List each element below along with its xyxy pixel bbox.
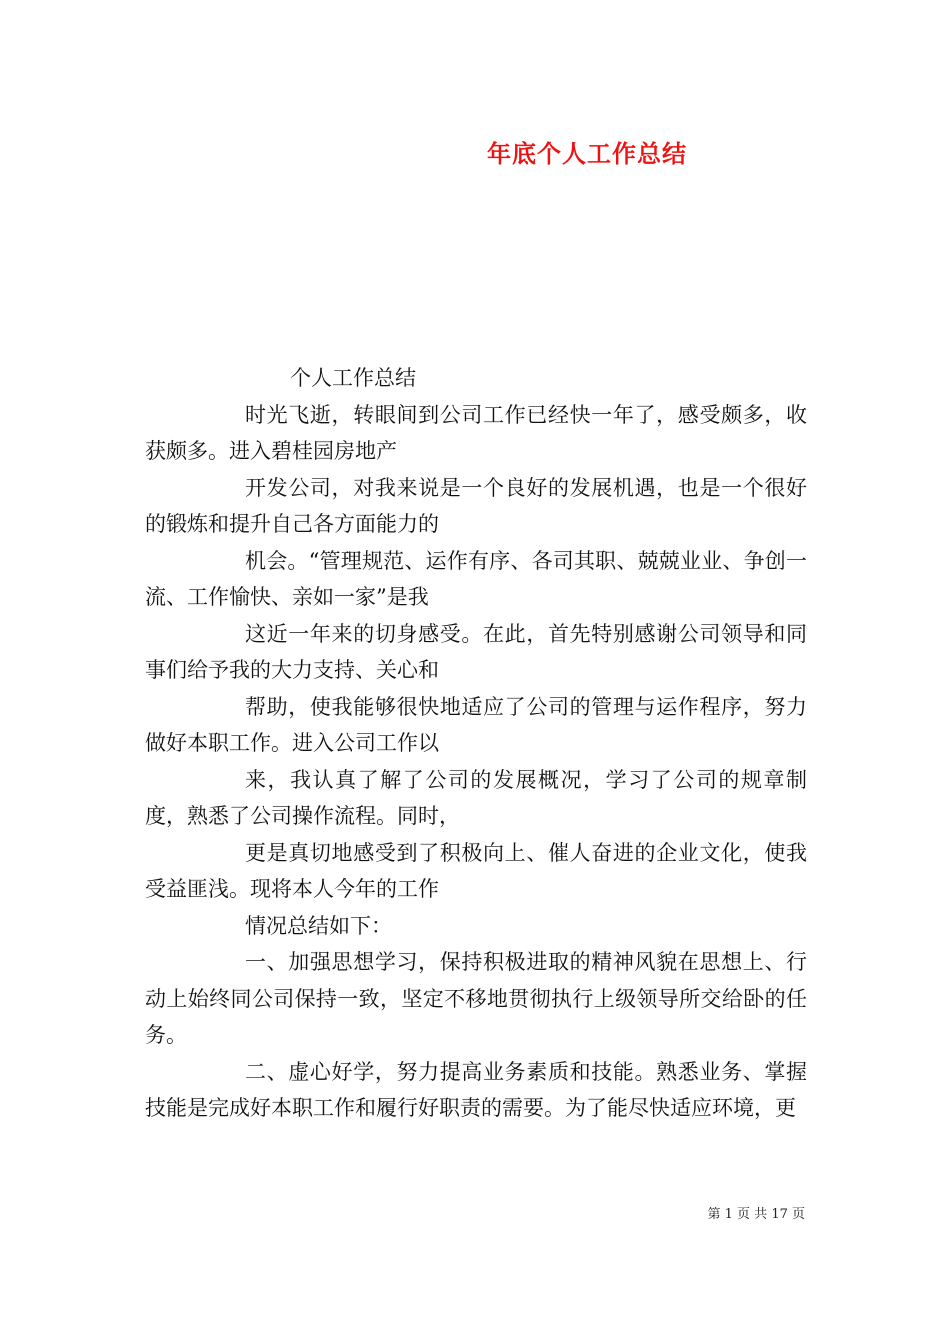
paragraph: 时光飞逝，转眼间到公司工作已经快一年了，感受颇多，收获颇多。进入碧桂园房地产	[145, 402, 807, 463]
paragraph: 二、虚心好学，努力提高业务素质和技能。熟悉业务、掌握技能是完成好本职工作和履行好职责的需要。为了能尽快适应环境，更	[145, 1059, 807, 1120]
section-heading: 个人工作总结	[290, 366, 416, 390]
paragraph: 更是真切地感受到了积极向上、催人奋进的企业文化，使我受益匪浅。现将本人今年的工作	[145, 840, 807, 901]
paragraph: 这近一年来的切身感受。在此，首先特别感谢公司领导和同事们给予我的大力支持、关心和	[145, 621, 807, 682]
paragraph: 情况总结如下：	[245, 913, 392, 938]
paragraph: 一、加强思想学习，保持积极进取的精神风貌在思想上、行动上始终同公司保持一致，坚定不移地贯彻执行上级领导所交给卧的任务。	[145, 950, 807, 1047]
page-number-footer: 第 1 页 共 17 页	[707, 1207, 805, 1222]
paragraph: 来，我认真了解了公司的发展概况，学习了公司的规章制度，熟悉了公司操作流程。同时，	[145, 767, 807, 828]
paragraph: 开发公司，对我来说是一个良好的发展机遇，也是一个很好的锻炼和提升自己各方面能力的	[145, 475, 807, 536]
document-body	[145, 360, 807, 1127]
document-title: 年底个人工作总结	[487, 139, 687, 168]
paragraph: 机会。“管理规范、运作有序、各司其职、兢兢业业、争创一流、工作愉快、亲如一家”是我	[145, 548, 807, 609]
paragraph: 帮助，使我能够很快地适应了公司的管理与运作程序，努力做好本职工作。进入公司工作以	[145, 694, 807, 755]
